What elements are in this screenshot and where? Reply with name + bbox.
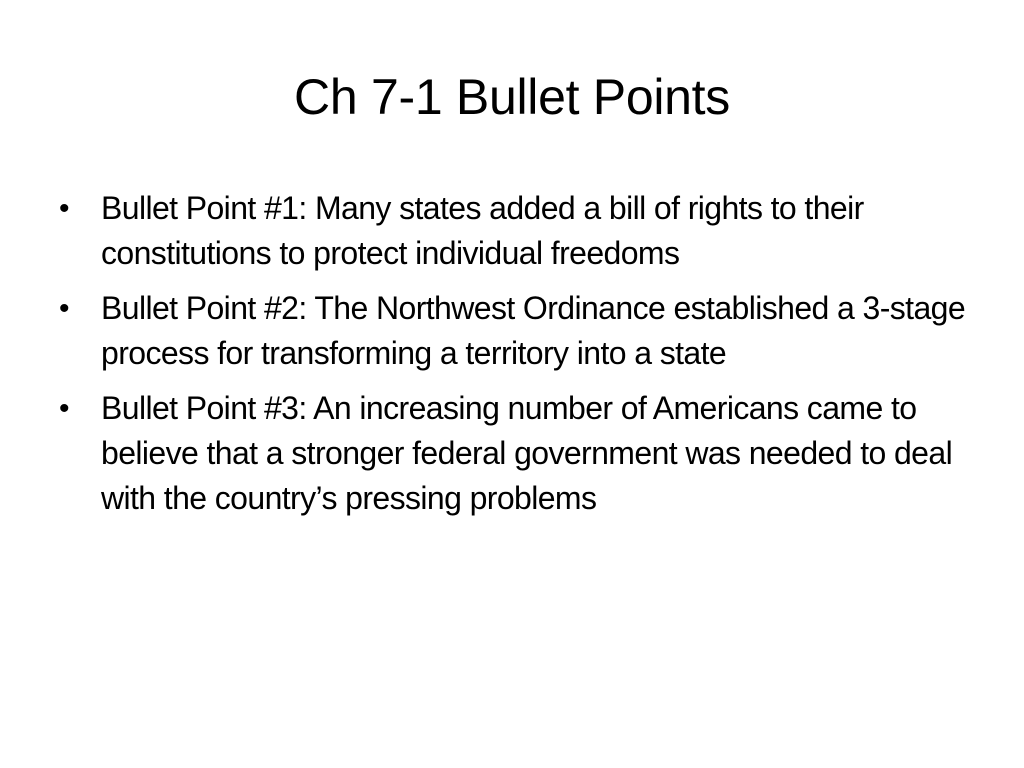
bullet-list	[56, 186, 976, 531]
slide-title: Ch 7-1 Bullet Points	[294, 69, 730, 125]
bullet-text: Bullet Point #3: An increasing number of Americans came to believe that a stronger federal government was needed to deal with the country’s pressing problems	[101, 390, 953, 516]
bullet-text: Bullet Point #2: The Northwest Ordinance established a 3-stage process for transforming a territory into a state	[101, 290, 966, 371]
bullet-icon: •	[59, 392, 69, 425]
list-item	[56, 386, 976, 521]
list-item	[56, 286, 976, 376]
bullet-icon: •	[59, 192, 69, 225]
bullet-text: Bullet Point #1: Many states added a bill of rights to their constitutions to protect individual freedoms	[101, 190, 864, 271]
bullet-icon: •	[59, 292, 69, 325]
list-item	[56, 186, 976, 276]
